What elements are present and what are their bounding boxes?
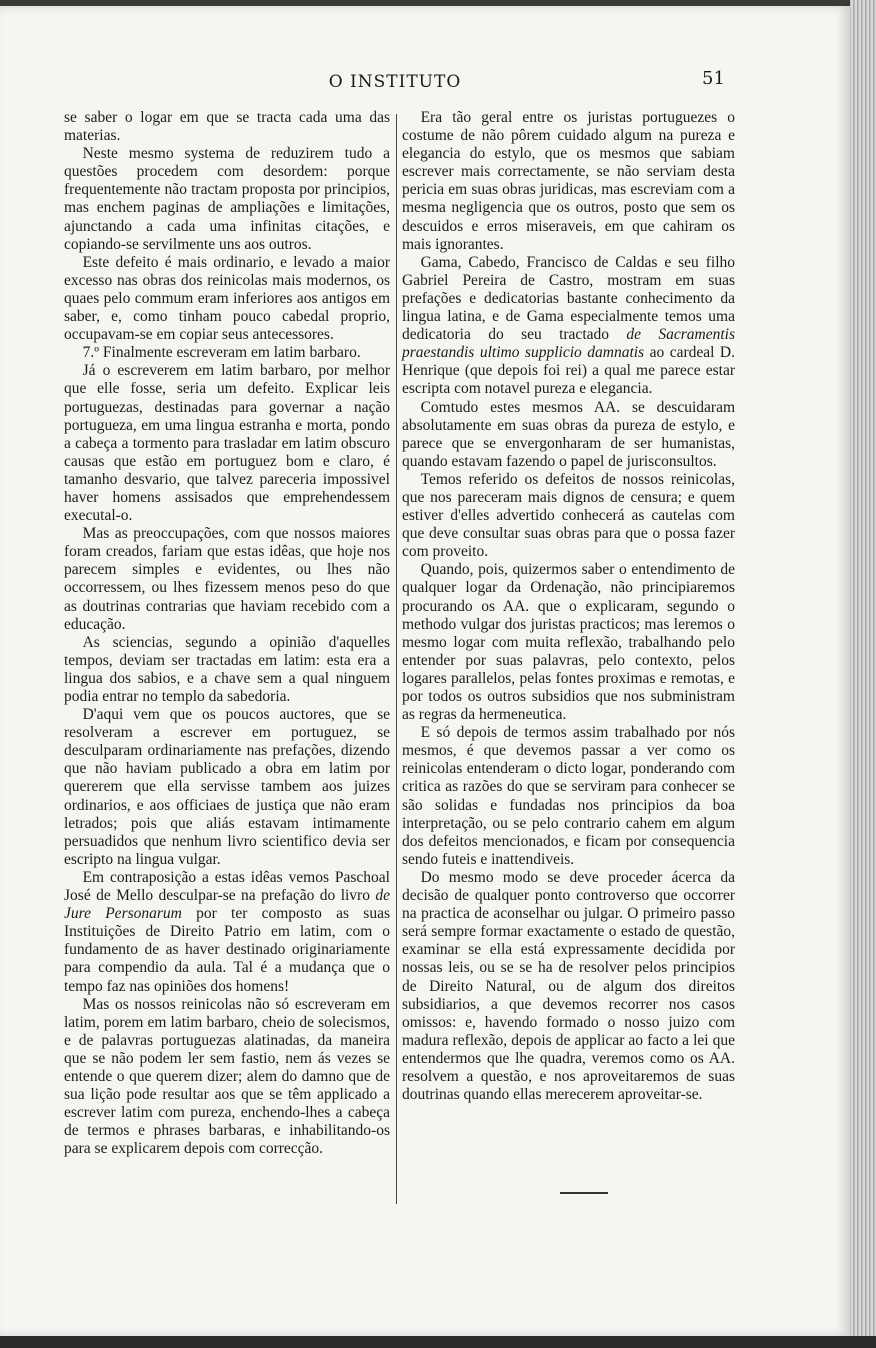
- italic-term: de Jure Personarum: [64, 887, 390, 923]
- paragraph: Este defeito é mais ordinario, e levado a maior excesso nas obras dos reinicolas mais modernos, os quaes pelo commum eram inferiores aos antigos em saber, e, como tinham pouco cabedal proprio, occupavam-se em copiar seus antecessores.: [64, 253, 390, 344]
- paragraph: Neste mesmo systema de reduzirem tudo a questões procedem com desordem: porque frequentemente não tractam proposta por principios, mas enchem paginas de ampliações e limitações, ajunctando a cada uma infinitas citações, e copiando-se servilmente uns aos outros.: [64, 145, 390, 253]
- column-divider: [396, 114, 397, 1204]
- paragraph: Comtudo estes mesmos AA. se descuidaram absolutamente em suas obras da pureza de estylo, e parece que se envergonharam de ser humanistas, quando estavam fazendo o papel de jurisconsultos.: [402, 398, 735, 470]
- left-text-column: [64, 109, 390, 1158]
- italic-term: de Sacramentis praestandis ultimo supplicio damnatis: [402, 326, 735, 362]
- end-rule: [560, 1192, 608, 1194]
- page-number: 51: [702, 68, 725, 89]
- paragraph: D'aqui vem que os poucos auctores, que se resolveram a escrever em portuguez, se desculparam ordinariamente nas prefações, dizendo que não haviam publicado a obra em latim por quererem que ella servisse tambem aos juizes ordinarios, e aos officiaes de justiça que não eram letrados; pois que aliás estavam intimamente persuadidos que nenhum livro scientifico devia ser escripto na lingua vulgar.: [64, 706, 390, 868]
- book-page: [0, 6, 850, 1336]
- bottom-band: [0, 1336, 876, 1348]
- paragraph: Temos referido os defeitos de nossos reinicolas, que nos pareceram mais dignos de censura; e quem estiver d'elles advertido conhecerá as cautelas com que deve consultar suas obras para que o possa fazer com proveito.: [402, 470, 735, 561]
- paragraph: Já o escreverem em latim barbaro, por melhor que elle fosse, seria um defeito. Explicar leis portuguezas, destinadas para governar a nação portugueza, em uma lingua estranha e morta, pondo a cabeça a tormento para trasladar em latim obscuro causas que estão em portuguez bom e claro, é tamanho desvario, que talvez pareceria impossivel haver homens assisados que emprehendessem executal-o.: [64, 362, 390, 525]
- paragraph-with-italic: Gama, Cabedo, Francisco de Caldas e seu filho Gabriel Pereira de Castro, mostram em suas prefações e dedicatorias bastante conhecimento da lingua latina, e de Gama especialmente temos uma dedicatoria do seu tractado de Sacramentis praestandis ultimo supplicio damnatis ao cardeal D. Henrique (que depois foi rei) a qual me parece estar escripta com notavel pureza e elegancia.: [402, 253, 735, 398]
- paragraph: Quando, pois, quizermos saber o entendimento de qualquer logar da Ordenação, não principiaremos procurando os AA. que o explicaram, segundo o methodo vulgar dos juristas practicos; mas leremos o mesmo logar com muita reflexão, trabalhando pelo entender por suas palavras, pelo contexto, pelos logares parallelos, pelas fontes proximas e remotas, e por todos os outros subsidios que nos subministram as regras da hermeneutica.: [402, 561, 735, 724]
- running-title: O INSTITUTO: [328, 72, 462, 92]
- paragraph: Era tão geral entre os juristas portuguezes o costume de não pôrem cuidado algum na pureza e elegancia do estylo, que os mesmos que sabiam escrever mais correctamente, se não serviam desta pericia em suas obras juridicas, mas escreviam com a mesma negligencia que os outros, posto que sem os descuidos e erros miseraveis, em que cahiram os mais ignorantes.: [402, 109, 735, 253]
- paragraph-with-italic: Em contraposição a estas idêas vemos Paschoal José de Mello desculpar-se na prefação do livro de Jure Personarum por ter composto as suas Instituições de Direito Patrio em latim, com o fundamento de as haver destinado originariamente para compendio da aula. Tal é a mudança que o tempo faz nas opiniões dos homens!: [64, 868, 390, 995]
- paragraph: 7.º Finalmente escreveram em latim barbaro.: [82, 344, 361, 362]
- paragraph: Mas as preoccupações, com que nossos maiores foram creados, fariam que estas idêas, que hoje nos parecem simples e evidentes, ou lhes não occorressem, ou lhes fizessem menos peso do que as doutrinas contrarias que haviam recebido com a educação.: [64, 525, 390, 633]
- right-text-column: [402, 109, 735, 1104]
- paragraph: E só depois de termos assim trabalhado por nós mesmos, é que devemos passar a ver como os reinicolas entenderam o dicto logar, ponderando com critica as razões do que se serviram para conhecer se são solidas e fundadas nos principios da boa interpretação, ou se pelo contrario cahem em algum dos defeitos mencionados, e ficam por consequencia sendo futeis e inattendiveis.: [402, 724, 735, 868]
- paragraph: As sciencias, segundo a opinião d'aquelles tempos, deviam ser tractadas em latim: esta era a lingua dos sabios, e a chave sem a qual ninguem podia entrar no templo da sabedoria.: [64, 633, 390, 705]
- paragraph: Mas os nossos reinicolas não só escreveram em latim, porem em latim barbaro, cheio de solecismos, e de palavras portuguezas alatinadas, da maneira que se não podem ler sem fastio, nem ás vezes se entende o que querem dizer; alem do damno que de sua lição pode resultar aos que se têm applicado a escrever latim com pureza, enchendo-lhes a cabeça de termos e phrases barbaras, e inhabilitando-os para se explicarem depois com correcção.: [64, 995, 390, 1158]
- page-edge: [850, 0, 876, 1348]
- paragraph: Do mesmo modo se deve proceder ácerca da decisão de qualquer ponto controverso que occorrer na practica de aconselhar ou julgar. O primeiro passo será sempre formar exactamente o estado de questão, examinar se ella está expressamente decidida por nossas leis, ou se se ha de resolver pelos principios de Direito Natural, ou de algum dos direitos subsidiarios, a que devemos recorrer nos casos omissos: e, havendo formado o nosso juizo com madura reflexão, depois de applicar ao facto a lei que entendermos que lhe quadra, veremos como os AA. resolvem a questão, e nos aproveitaremos de suas doutrinas quando ellas merecerem aproveitar-se.: [402, 868, 735, 1104]
- paragraph: se saber o logar em que se tracta cada uma das materias.: [64, 109, 390, 145]
